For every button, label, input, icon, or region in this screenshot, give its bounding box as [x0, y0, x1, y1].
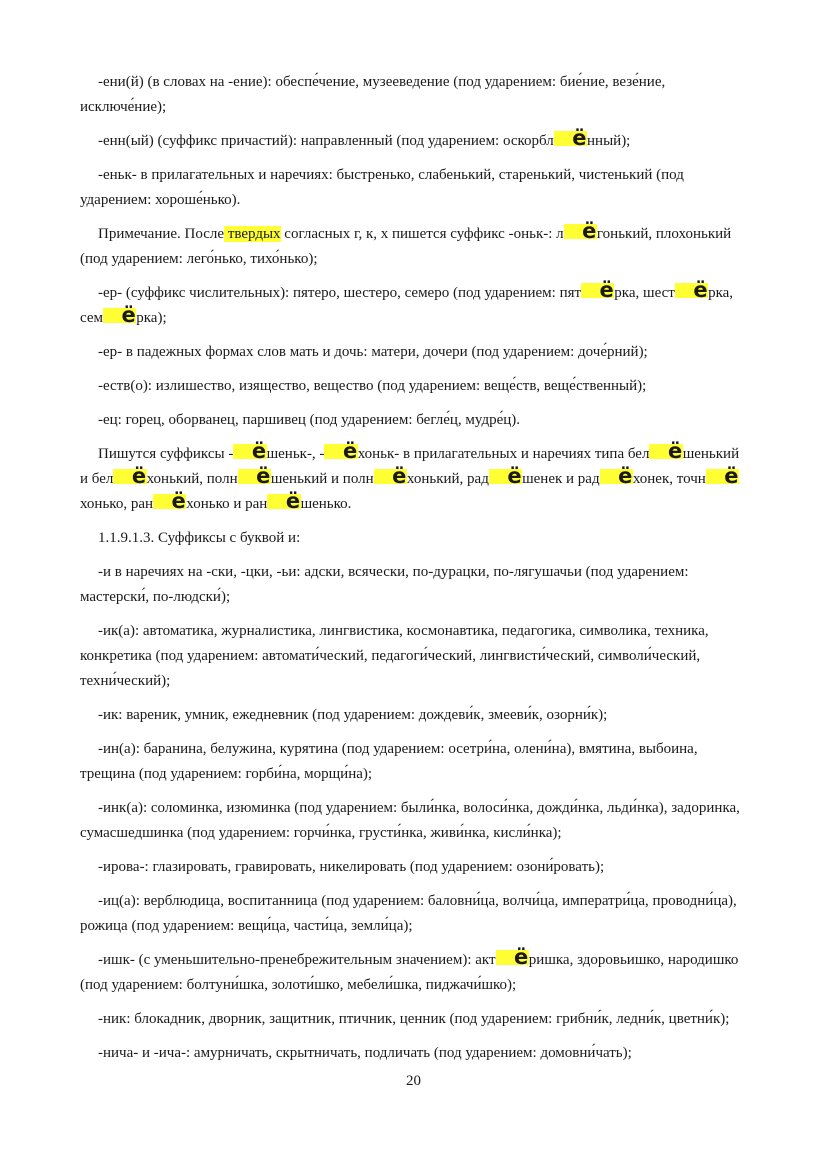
text-run: -ер- (суффикс числительных): пятеро, шестеро, семеро (под ударением: пят [98, 285, 582, 301]
highlighted-yo-letter: ё [324, 444, 357, 459]
highlighted-yo-letter: ё [600, 469, 633, 484]
text-run: шенький и полн [270, 471, 374, 487]
text-run: -ишк- (с уменьшительно-пренебрежительным значением): акт [98, 952, 496, 968]
text-run: хонький, полн [146, 471, 238, 487]
highlighted-yo-letter: ё [581, 283, 614, 298]
text-run: хонький, рад [406, 471, 489, 487]
text-run: -ени(й) (в словах на -ение): обеспе́чение, музееведение (под ударением: бие́ние, везе́ние, исключе́ние); [80, 74, 666, 115]
highlighted-yo-letter: ё [496, 950, 529, 965]
highlighted-yo-letter: ё [554, 131, 587, 146]
text-run: -ик(а): автоматика, журналистика, лингвистика, космонавтика, педагогика, символика, техника, конкретика (под ударением: автомати́ческий, педагоги́ческий, лингвисти́ческий, символи́ческий, техни́ческий); [80, 623, 709, 689]
paragraph [80, 560, 748, 610]
paragraph [80, 945, 748, 998]
paragraph [80, 439, 748, 517]
paragraph [80, 619, 748, 694]
text-run: -и в наречиях на -ски, -цки, -ьи: адски, всячески, по-дурацки, по-лягушачьи (под ударением: мастерски́, по-людски́); [80, 564, 689, 605]
highlighted-yo-letter: ё [103, 308, 136, 323]
paragraph [80, 889, 748, 939]
highlighted-yo-letter: ё [267, 494, 300, 509]
text-run: рка, сем [80, 285, 734, 326]
text-run: -инк(а): соломинка, изюминка (под ударением: были́нка, волоси́нка, дожди́нка, льди́нка), задоринка, сумасшедшинка (под ударением: горчи́нка, грусти́нка, живи́нка, кисли́нка); [80, 800, 740, 841]
highlighted-yo-letter: ё [675, 283, 708, 298]
page-body [80, 70, 748, 1075]
paragraph [80, 737, 748, 787]
text-run: гонький, плохонький (под ударением: лего́нько, тихо́нько); [80, 226, 732, 267]
text-run: -ник: блокадник, дворник, защитник, птичник, ценник (под ударением: грибни́к, ледни́к, цветни́к); [98, 1011, 730, 1027]
text-run: -нича- и -ича-: амурничать, скрытничать, подличать (под ударением: домовни́чать); [98, 1045, 632, 1061]
highlighted-text: твердых [224, 226, 281, 242]
paragraph [80, 70, 748, 120]
text-run: -ер- в падежных формах слов мать и дочь: матери, дочери (под ударением: доче́рний); [98, 344, 648, 360]
text-run: -еств(о): излишество, изящество, вещество (под ударением: веще́ств, веще́ственный); [98, 378, 647, 394]
highlighted-yo-letter: ё [113, 469, 146, 484]
text-run: -ирова-: глазировать, гравировать, никелировать (под ударением: озони́ровать); [98, 859, 605, 875]
text-run: хонько, ран [80, 496, 154, 512]
highlighted-yo-letter: ё [564, 224, 597, 239]
text-run: -ин(а): баранина, белужина, курятина (под ударением: осетри́на, олени́на), вмятина, выбоина, трещина (под ударением: горби́на, морщи́на); [80, 741, 698, 782]
text-run: -еньк- в прилагательных и наречиях: быстренько, слабенький, старенький, чистенький (под ударением: хороше́нько). [80, 167, 684, 208]
page-number: 20 [406, 1073, 421, 1089]
paragraph [80, 408, 748, 433]
text-run: нный); [587, 133, 631, 149]
text-run: рка); [136, 310, 167, 326]
paragraph [80, 374, 748, 399]
paragraph [80, 340, 748, 365]
paragraph [80, 163, 748, 213]
paragraph [80, 855, 748, 880]
text-run: шенько. [300, 496, 352, 512]
text-run: согласных г, к, х пишется суффикс -оньк-: л [280, 226, 564, 242]
paragraph [80, 526, 748, 551]
highlighted-yo-letter: ё [238, 469, 271, 484]
paragraph [80, 1007, 748, 1032]
highlighted-yo-letter: ё [374, 469, 407, 484]
highlighted-yo-letter: ё [153, 494, 186, 509]
text-run: хонько и ран [186, 496, 268, 512]
text-run: 1.1.9.1.3. Суффиксы с буквой и: [98, 530, 301, 546]
highlighted-yo-letter: ё [233, 444, 266, 459]
text-run: -иц(а): верблюдица, воспитанница (под ударением: баловни́ца, волчи́ца, императри́ца, проводни́ца), рожица (под ударением: вещи́ца, части́ца, земли́ца); [80, 893, 737, 934]
text-run: ришка, здоровьишко, народишко (под ударением: болтуни́шка, золоти́шко, мебели́шка, пиджачи́шко); [80, 952, 739, 993]
text-run: -ец: горец, оборванец, паршивец (под ударением: бегле́ц, мудре́ц). [98, 412, 520, 428]
paragraph [80, 126, 748, 154]
text-run: Пишутся суффиксы - [98, 446, 234, 462]
paragraph [80, 796, 748, 846]
text-run: шеньк-, - [266, 446, 325, 462]
text-run: шенький и бел [80, 446, 740, 487]
text-run: шенек и рад [522, 471, 600, 487]
highlighted-yo-letter: ё [706, 469, 739, 484]
text-run: рка, шест [614, 285, 675, 301]
text-run: хонек, точн [632, 471, 706, 487]
text-run: -енн(ый) (суффикс причастий): направленный (под ударением: оскорбл [98, 133, 554, 149]
paragraph [80, 278, 748, 331]
paragraph [80, 219, 748, 272]
text-run: хоньк- в прилагательных и наречиях типа бел [357, 446, 650, 462]
highlighted-yo-letter: ё [649, 444, 682, 459]
highlighted-yo-letter: ё [489, 469, 522, 484]
paragraph [80, 703, 748, 728]
text-run: Примечание. После [98, 226, 225, 242]
text-run: -ик: вареник, умник, ежедневник (под ударением: дождеви́к, змееви́к, озорни́к); [98, 707, 608, 723]
paragraph [80, 1041, 748, 1066]
